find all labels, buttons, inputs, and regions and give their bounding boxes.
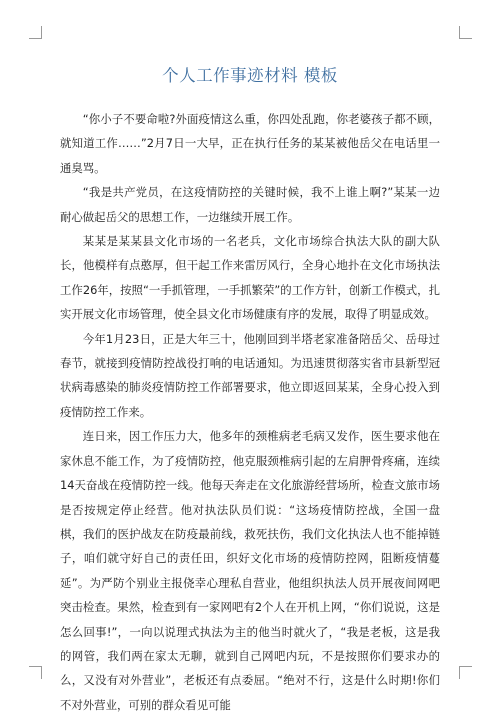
document-title: 个人工作事迹材料 模板 xyxy=(162,66,338,85)
paragraph-5: 连日来，因工作压力大，他多年的颈椎病老毛病又发作，医生要求他在家休息不能工作，为了疫情防控，他克服颈椎病引起的左肩胛骨疼痛，连续14天奋战在疫情防控一线。他每天奔走在文化旅游经营场所，检查文旅市场是否按规定停止经营。他对执法队员们说：“这场疫情防控战，全国一盘棋，我们的医护战友在防疫最前线，救死扶伤，我们文化执法人也不能掉链子，咱们就守好自己的责任田，织好文化市场的疫情防控网，阻断疫情蔓延”。为严防个别业主报侥幸心理私自营业，他组织执法人员开展夜间网吧突击检查。果然，检查到有一家网吧有2个人在开机上网，“你们说说，这是怎么回事!”，一向以说理式执法为主的他当时就火了，“我是老板，这是我的网管，我们两在家太无聊，就到自己网吧内玩，不是按照你们要求办的么，又没有对外营业”，老板还有点委屈。“绝对不行，这是什么时期!你们不对外营业，可别的群众看见可能 xyxy=(60,429,440,712)
crop-mark-top-right xyxy=(459,26,472,39)
paragraph-1: “你小子不要命啦?外面疫情这么重，你四处乱跑，你老婆孩子都不顾，就知道工作……”2月7日一大早，正在执行任务的某某被他岳父在电话里一通臭骂。 xyxy=(60,112,440,175)
crop-mark-top-left xyxy=(29,26,42,39)
crop-mark-bottom-left xyxy=(29,666,42,679)
paragraph-4: 今年1月23日，正是大年三十，他刚回到半塔老家准备陪岳父、岳母过春节，就接到疫情防控战役打响的电话通知。为迅速贯彻落实省市县新型冠状病毒感染的肺炎疫情防控工作部署要求，他立即返回某某，全身心投入到疫情防控工作来。 xyxy=(60,331,440,419)
paragraph-3: 某某是某某县文化市场的一名老兵，文化市场综合执法大队的副大队长，他模样有点憨厚，但干起工作来雷厉风行，全身心地扑在文化市场执法工作26年，按照“一手抓管理，一手抓繁荣”的工作方针，创新工作模式，扎实开展文化市场管理，使全县文化市场健康有序的发展，取得了明显成效。 xyxy=(60,234,440,322)
paragraph-2: “我是共产党员，在这疫情防控的关键时候，我不上谁上啊?”某某一边耐心做起岳父的思想工作，一边继续开展工作。 xyxy=(60,185,440,224)
document-body xyxy=(60,107,440,717)
crop-mark-bottom-right xyxy=(459,666,472,679)
